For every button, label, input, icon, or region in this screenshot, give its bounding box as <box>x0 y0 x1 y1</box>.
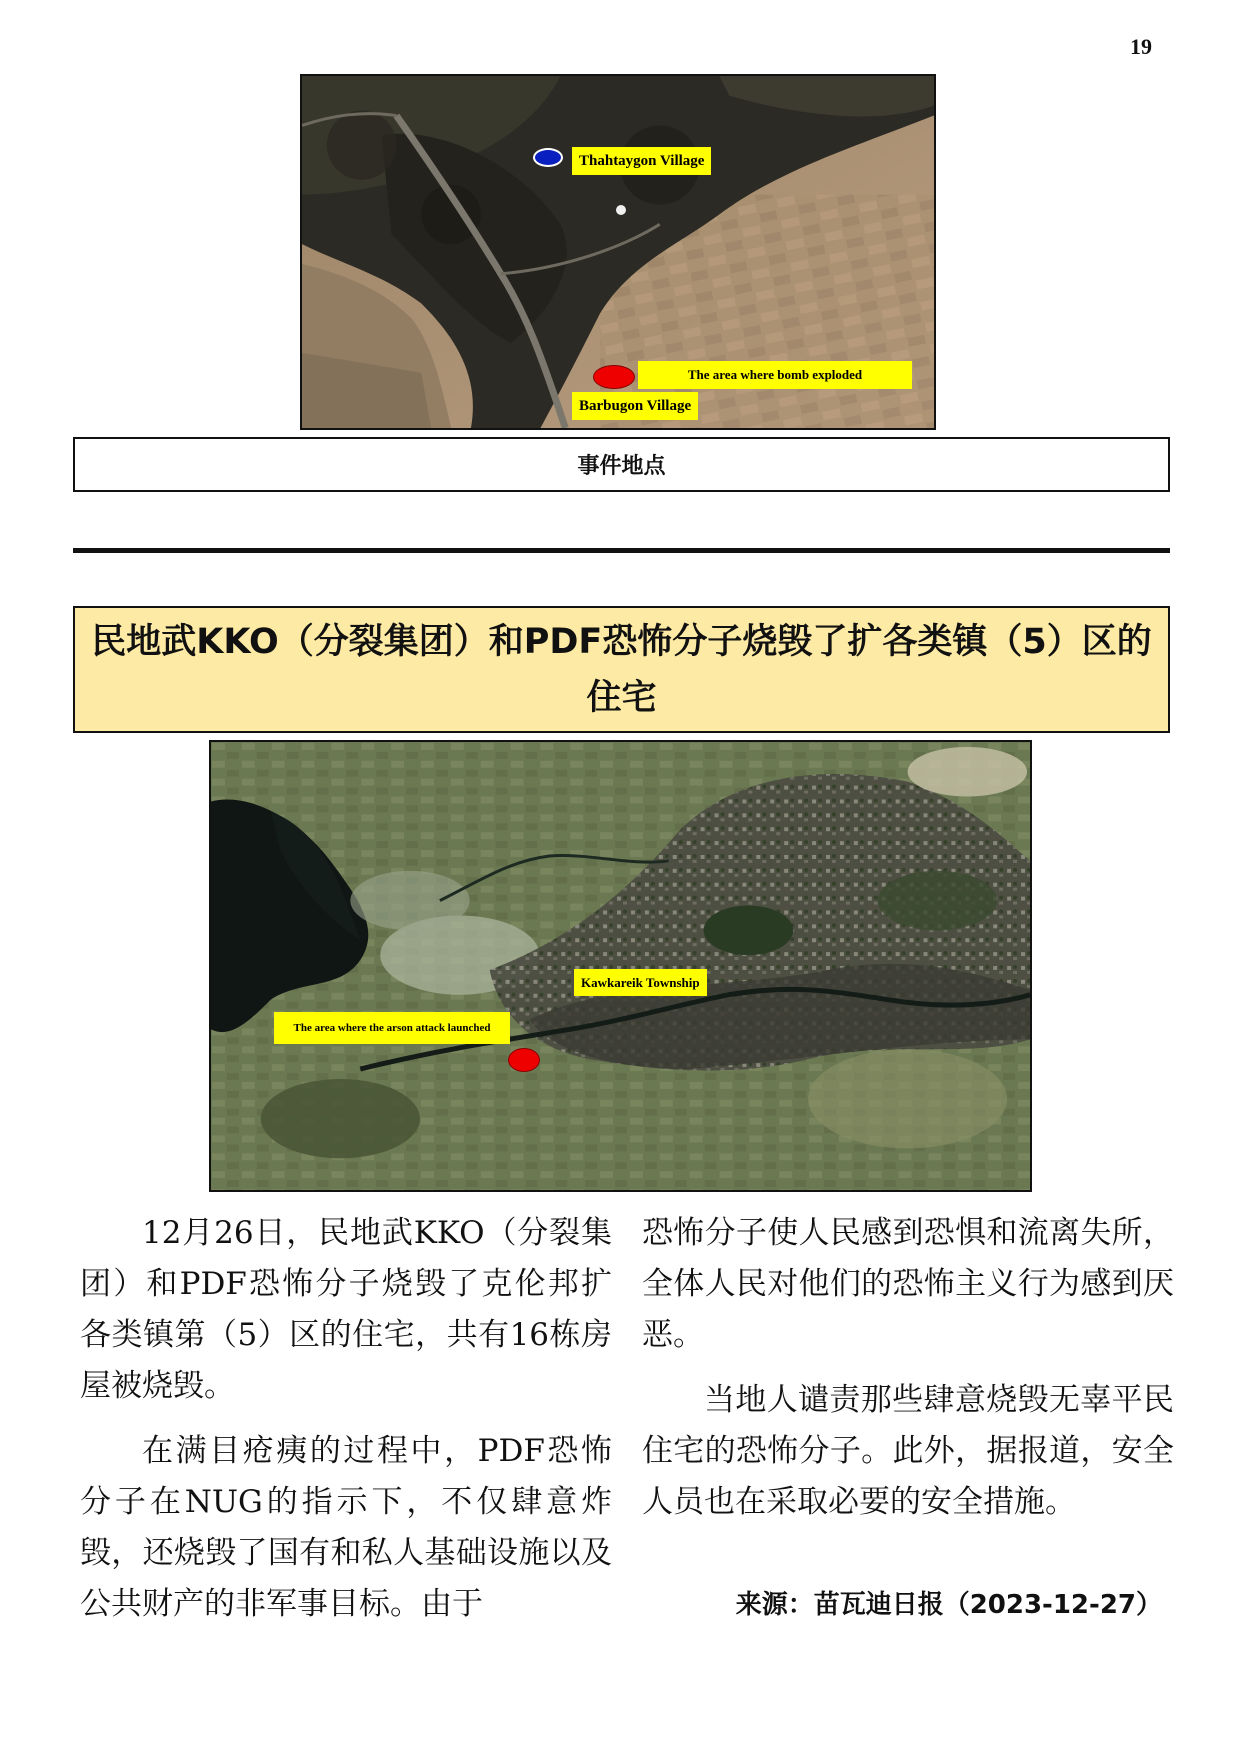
bomb-explosion-marker <box>593 365 635 389</box>
article-left-column <box>80 1208 612 1644</box>
bomb-exploded-label: The area where bomb exploded <box>638 361 912 389</box>
article-paragraph-2: 在满目疮痍的过程中，PDF恐怖分子在NUG的指示下，不仅肆意炸毁，还烧毁了国有和私人基础设施以及公共财产的非军事目标。由于 <box>80 1433 612 1622</box>
thahtaygon-village-marker <box>533 148 563 167</box>
arson-attack-area-label: The area where the arson attack launched <box>274 1012 510 1044</box>
barbugon-village-label: Barbugon Village <box>572 392 698 420</box>
article-headline: 民地武KKO（分裂集团）和PDF恐怖分子烧毁了扩各类镇（5）区的住宅 <box>73 606 1170 733</box>
township-satellite-image <box>211 742 1030 1190</box>
section-divider <box>73 548 1170 553</box>
article-paragraph-2-continued: 恐怖分子使人民感到恐惧和流离失所，全体人民对他们的恐怖主义行为感到厌恶。 <box>642 1215 1174 1353</box>
village-satellite-map <box>300 74 936 430</box>
map-caption: 事件地点 <box>73 437 1170 492</box>
article-paragraph-3: 当地人谴责那些肆意烧毁无辜平民住宅的恐怖分子。此外，据报道，安全人员也在采取必要的安全措施。 <box>642 1382 1174 1520</box>
article-source: 来源：苗瓦迪日报（2023-12-27） <box>735 1590 1162 1620</box>
article-paragraph-1: 12月26日，民地武KKO（分裂集团）和PDF恐怖分子烧毁了克伦邦扩各类镇第（5）区的住宅，共有16栋房屋被烧毁。 <box>80 1215 612 1404</box>
thahtaygon-village-label: Thahtaygon Village <box>572 147 711 175</box>
article-right-column <box>642 1208 1174 1542</box>
arson-attack-marker <box>508 1048 540 1072</box>
white-point-marker <box>616 205 626 215</box>
kawkareik-township-label: Kawkareik Township <box>574 969 707 996</box>
page-number: 19 <box>1130 34 1152 59</box>
township-satellite-map <box>209 740 1032 1192</box>
